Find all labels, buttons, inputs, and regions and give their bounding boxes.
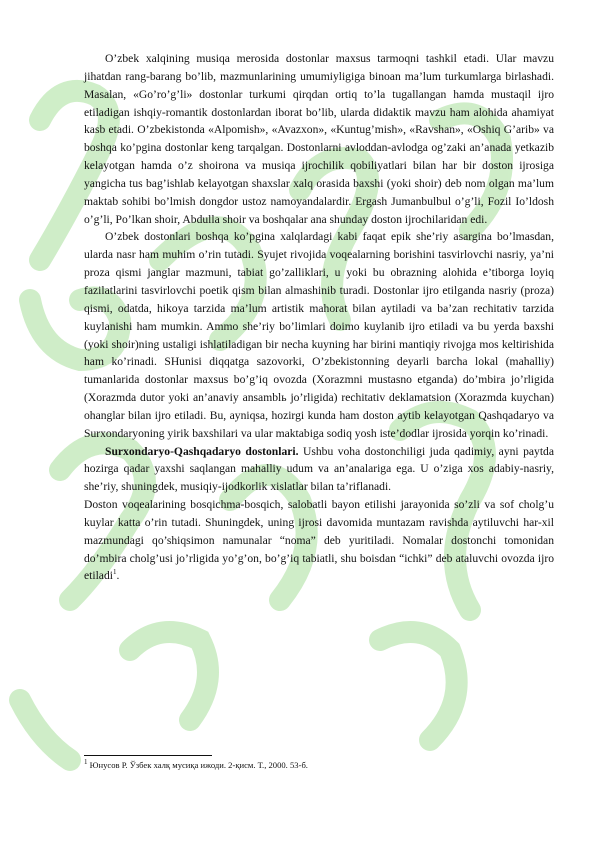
section-text: Ushbu voha dostonchiligi juda qadimiy, ayni paytda hozirga qadar yaxshi saqlangan mahalliy udum va an’analariga ega. U o’ziga xos adabiy-nasriy, she’riy, shuningdek, musiqiy-ijodkorlik xislatlar bilan ta’riflanadi. [84, 444, 554, 494]
footnote-divider [84, 755, 212, 756]
paragraph-surxondaryo [84, 443, 554, 497]
document-body [84, 50, 554, 585]
paragraph-intro: O’zbek xalqining musiqa merosida dostonlar maxsus tarmoqni tashkil etadi. Ular mavzu jihatdan rang-barang bo’lib, mazmunlarining umumiyligiga binoan ma’lum turkumlarga birlashadi. Masalan, «Go’ro’g’li» dostonlar turkumi qirqdan ortiq to’la tugallangan hamda mustaqil ijro etiladigan ishqiy-romantik dostonlardan iborat bo’lib, ularda didaktik mavzu ham alohida ahamiyat kasb etadi. O’zbekistonda «Alpomish», «Avazxon», «Kuntug’mish», «Ravshan», «Oshiq G’arib» va boshqa ko’pgina dostonlar keng tarqalgan. Dostonlarni avloddan-avlodga og’zaki an’anada yetkazib kelayotgan hamda o’z shoirona va musiqa ijrochilik qobiliyatlari bilan har bir doston ijrosiga yangicha tus bag’ishlab kelayotgan shaxslar xalq orasida baxshi (yoki shoir) deb nom olgan ma’lum maktab sohibi bo’lmish dongdor ustoz namoyandalardir. Ergash Jumanbulbul o’g’li, Fozil Io’ldosh o’g’li, Po’lkan shoir, Abdulla shoir va boshqalar ana shunday doston ijrochilaridan edi. [84, 52, 554, 226]
paragraph-noma [84, 496, 554, 585]
paragraph-prose-role: O’zbek dostonlari boshqa ko’pgina xalqlardagi kabi faqat epik she’riy asargina bo’lmasdan, ularda nasr ham muhim o’rin tutadi. Syujet rivojida voqealarning borishini tasvirlovchi nasriy, ya’ni proza qismi janglar mazmuni, tabiat go’zalliklari, u yoki bu obrazning alohida e’tiborga loyiq fazilatlarini tasvirlovchi poetik qism bilan almashinib turadi. Dostonlar ijro etilganda nasriy (proza) qismi, odatda, hikoya tarzida ma’lum artistik mahorat bilan aytiladi va ba’zan rechitativ tarzida kuylanishi ham mumkin. Ammo she’riy bo’limlari doimo kuylanib ijro etiladi va bu yerda baxshi (yoki shoir)ning ustaligi ishlatiladigan bir necha kuyning har birini mantiqiy rivojga mos keltirishida ham ko’rinadi. SHunisi diqqatga sazovorki, O’zbekistonning deyarli barcha lokal (mahalliy) tumanlarida dostonlar maxsus bo’g’iq ovozda (Xorazmni mustasno etganda) do’mbira jo’rligida (Xorazmda dutor yoki an’anaviy ansamblь jo’rligida) rechitativ deklamatsion (Xorazmda kuychan) ohanglar bilan ijro etiladi. Bu, ayniqsa, hozirgi kunda ham doston aytib kelayotgan Qashqadaryo va Surxondaryoning yirik baxshilari va ular maktabiga sodiq yosh iste’dodlar ijrosida yorqin ko’rinadi. [84, 230, 554, 440]
footnote-reference[interactable]: 1 [112, 568, 117, 577]
footnote-text: Юнусов Р. Ўзбек халқ мусиқа ижоди. 2-қисм. Т., 2000. 53-б. [87, 760, 308, 770]
footnote-mark: 1 [84, 758, 88, 767]
footnote [84, 760, 554, 770]
section-heading: Surxondaryo-Qashqadaryo dostonlari. [105, 444, 299, 458]
paragraph-noma-text: Doston voqealarining bosqichma-bosqich, salobatli bayon etilishi jarayonida so’zli va sof cholg’u kuylar katta o’rin tutadi. Shuningdek, uning ijrosi davomida muntazam ravishda aytiluvchi har-xil mazmundagi qo’shiqsimon namunalar “noma” deb yuritiladi. Nomalar dostonchi tomonidan do’mbira cholg’usi jo’rligida yo’g’on, bo’g’iq tabiatli, shu boisdan “ichki” deb ataluvchi ovozda ijro etiladi [84, 498, 554, 583]
paragraph-noma-end: . [116, 569, 120, 583]
